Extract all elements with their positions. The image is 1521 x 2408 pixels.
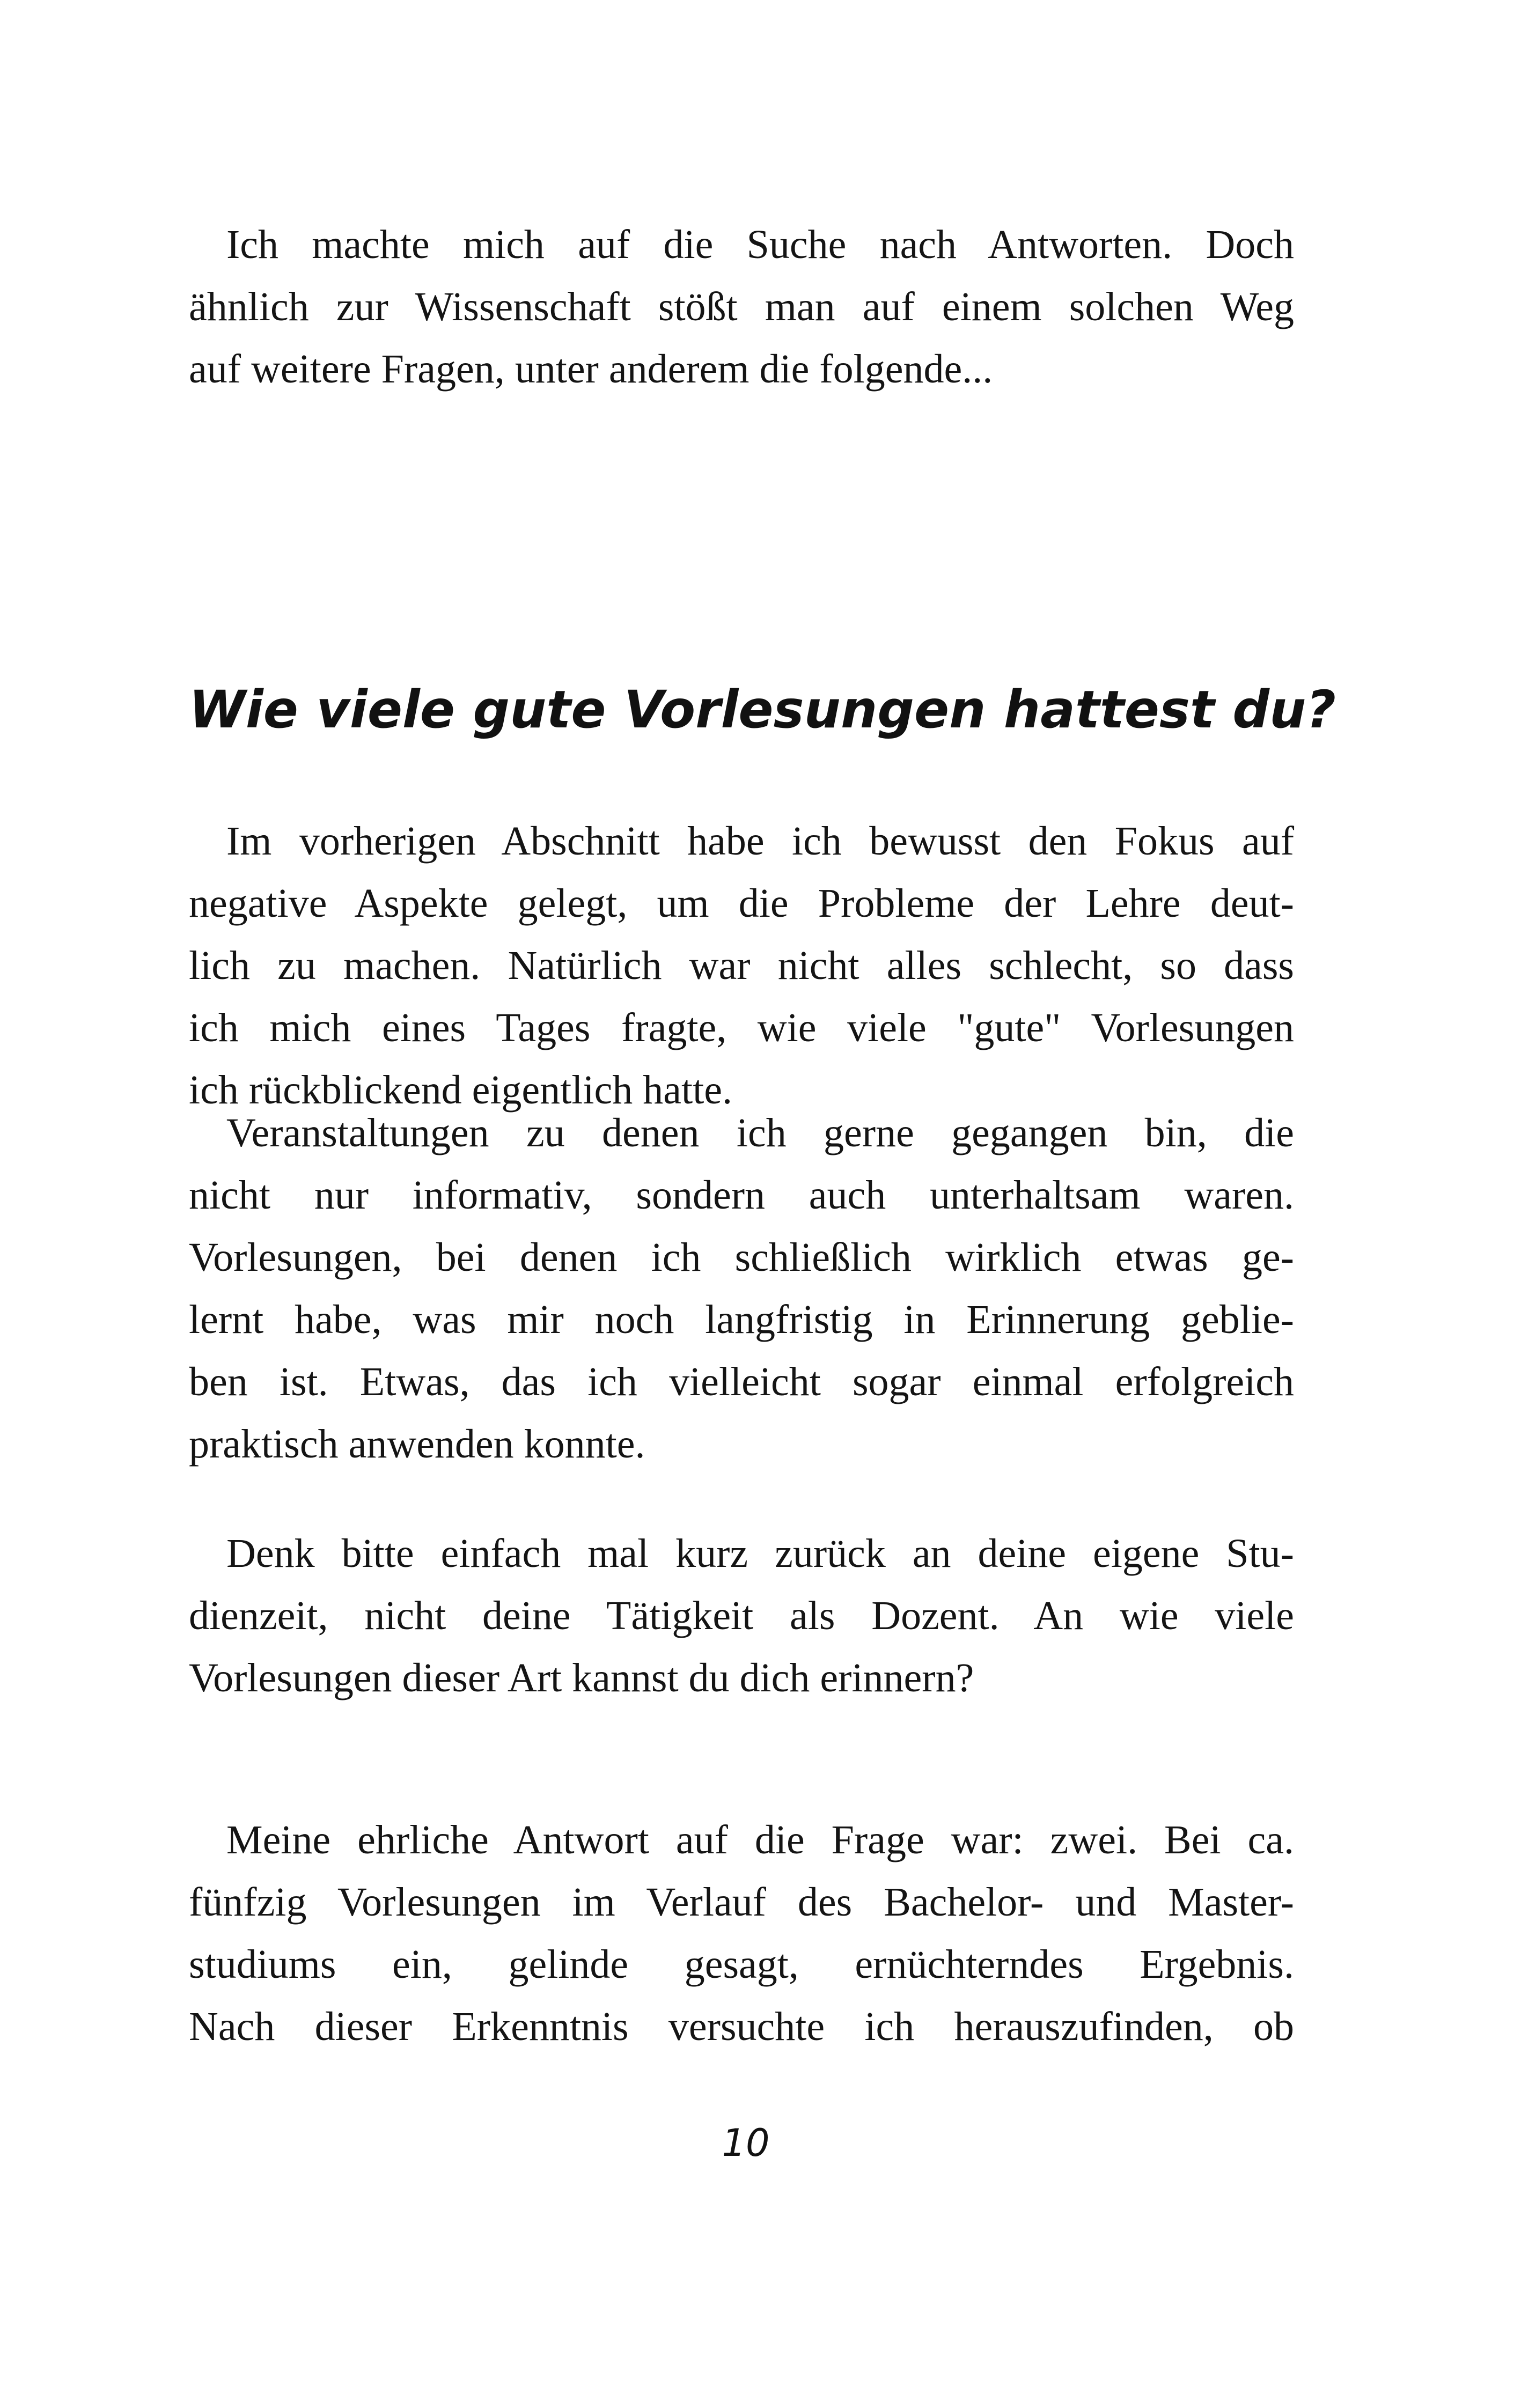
paragraph-2: [189, 1102, 1294, 1475]
text-line: Veranstaltungen zu denen ich gerne gegangen bin, die: [226, 1110, 1294, 1155]
text-line: Ich machte mich auf die Suche nach Antworten. Doch: [226, 222, 1294, 267]
text-line: dienzeit, nicht deine Tätigkeit als Dozent. An wie viele: [189, 1593, 1294, 1638]
paragraph-1: [189, 810, 1294, 1121]
text-line: auf weitere Fragen, unter anderem die folgende...: [189, 347, 993, 392]
text-line: Vorlesungen, bei denen ich schließlich wirklich etwas ge-: [189, 1235, 1294, 1280]
text-line: Im vorherigen Abschnitt habe ich bewusst den Fokus auf: [226, 819, 1294, 864]
text-line: Meine ehrliche Antwort auf die Frage war: zwei. Bei ca.: [226, 1817, 1294, 1862]
text-line: Denk bitte einfach mal kurz zurück an deine eigene Stu-: [226, 1531, 1294, 1576]
text-line: lernt habe, was mir noch langfristig in Erinnerung geblie-: [189, 1297, 1294, 1342]
paragraph-3: [189, 1522, 1294, 1709]
text-line: ben ist. Etwas, das ich vielleicht sogar einmal erfolgreich: [189, 1359, 1294, 1404]
text-line: lich zu machen. Natürlich war nicht alles schlecht, so dass: [189, 943, 1294, 988]
paragraph-4: [189, 1809, 1294, 2058]
text-line: ich mich eines Tages fragte, wie viele "gute" Vorlesungen: [189, 1005, 1294, 1050]
text-line: ähnlich zur Wissenschaft stößt man auf einem solchen Weg: [189, 284, 1294, 329]
text-line: nicht nur informativ, sondern auch unterhaltsam waren.: [189, 1173, 1294, 1218]
page-number: 10: [722, 2121, 770, 2165]
text-line: Nach dieser Erkenntnis versuchte ich herauszufinden, ob: [189, 2004, 1294, 2049]
text-line: fünfzig Vorlesungen im Verlauf des Bachelor- und Master-: [189, 1880, 1294, 1925]
intro-paragraph: [189, 213, 1294, 400]
text-line: praktisch anwenden konnte.: [189, 1422, 645, 1467]
section-heading: Wie viele gute Vorlesungen hattest du?: [189, 680, 1336, 740]
text-line: negative Aspekte gelegt, um die Probleme der Lehre deut-: [189, 881, 1294, 926]
text-line: studiums ein, gelinde gesagt, ernüchterndes Ergebnis.: [189, 1942, 1294, 1987]
text-line: Vorlesungen dieser Art kannst du dich erinnern?: [189, 1655, 974, 1700]
text-line: ich rückblickend eigentlich hatte.: [189, 1067, 732, 1113]
